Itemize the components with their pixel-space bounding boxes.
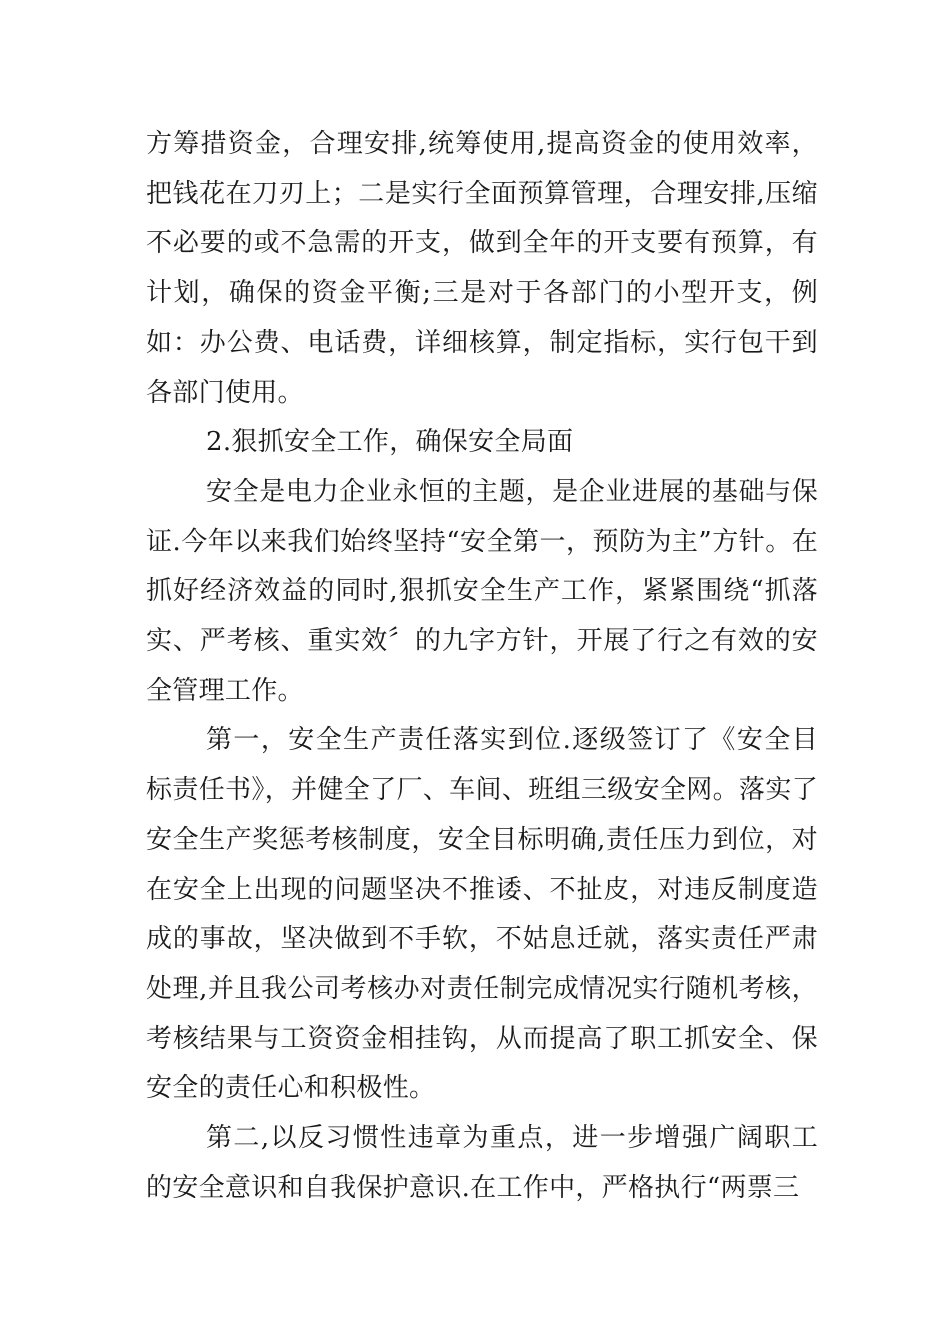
section-heading-safety: 2.狠抓安全工作，确保安全局面 [206,427,574,458]
paragraph-first-point: 第一，安全生产责任落实到位.逐级签订了《安全目标责任书》，并健全了厂、车间、班组三级安全网。落实了安全生产奖惩考核制度，安全目标明确,责任压力到位，对在安全上出现的问题坚决不推诿、不扯皮，对违反制度造成的事故，坚决做到不手软，不姑息迁就，落实责任严肃处理,并且我公司考核办对责任制完成情况实行随机考核，考核结果与工资资金相挂钩，从而提高了职工抓安全、保安全的责任心和积极性。 [146,725,818,1104]
document-body [146,120,818,1213]
paragraph-second-point: 第二,以反习惯性违章为重点，进一步增强广阔职工的安全意识和自我保护意识.在工作中，严格执行“两票三 [146,1123,818,1203]
paragraph-safety-intro: 安全是电力企业永恒的主题，是企业进展的基础与保证.今年以来我们始终坚持“安全第一，预防为主”方针。在抓好经济效益的同时,狠抓安全生产工作，紧紧围绕“抓落实、严考核、重实效〞的九字方针，开展了行之有效的安全管理工作。 [146,476,818,706]
paragraph-funding: 方筹措资金，合理安排,统筹使用,提高资金的使用效率，把钱花在刀刃上；二是实行全面预算管理，合理安排,压缩不必要的或不急需的开支，做到全年的开支要有预算，有计划，确保的资金平衡;三是对于各部门的小型开支，例如：办公费、电话费，详细核算，制定指标，实行包干到各部门使用。 [146,129,818,408]
